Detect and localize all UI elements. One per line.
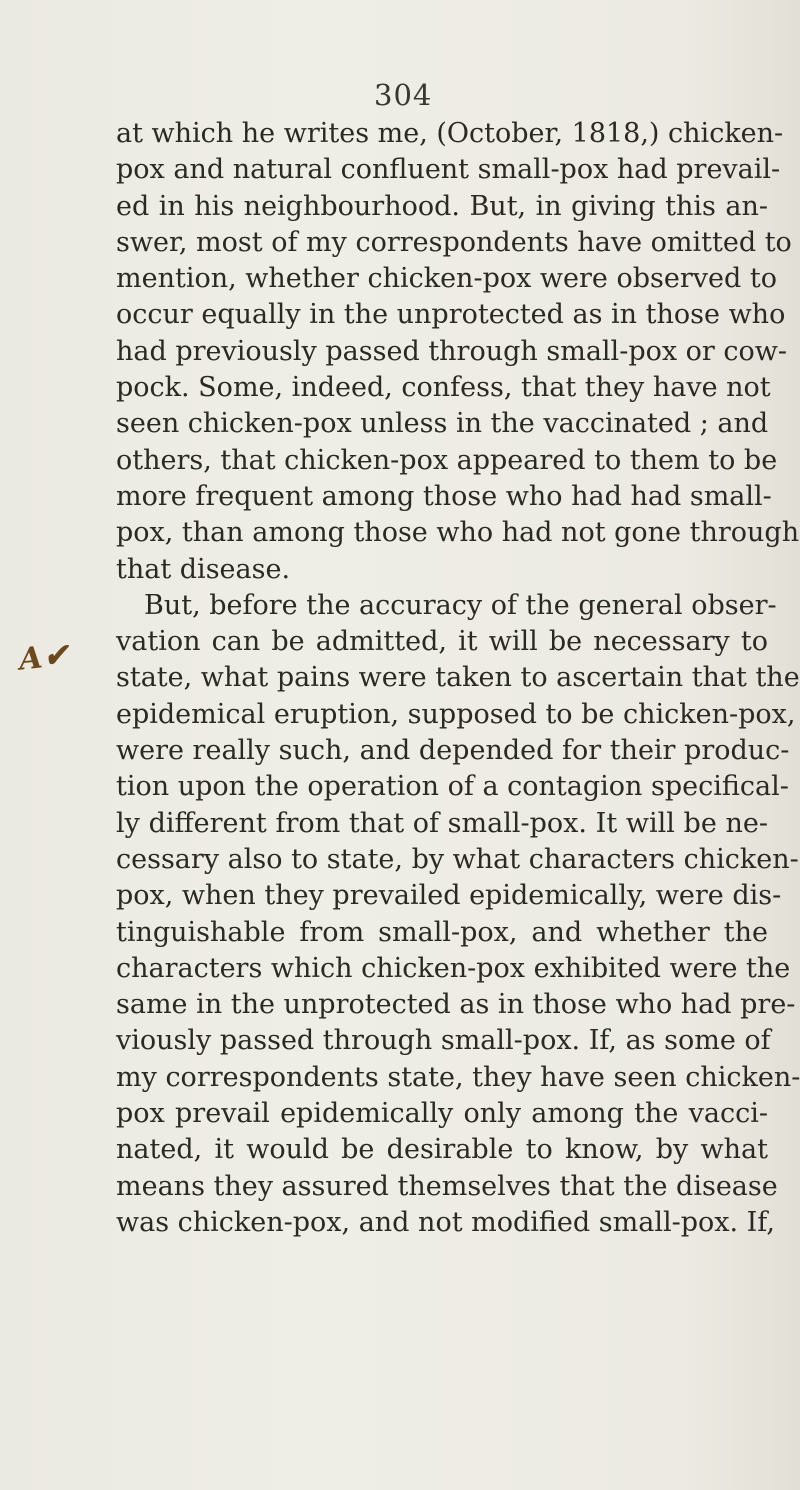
page-number: 304 xyxy=(374,78,433,112)
text-line: nated, it would be desirable to know, by what xyxy=(116,1134,768,1166)
text-line: were really such, and depended for their produc- xyxy=(116,735,790,767)
text-line: that disease. xyxy=(116,553,291,585)
text-line: was chicken-pox, and not modified small-pox. If, xyxy=(116,1206,775,1238)
text-line: ed in his neighbourhood. But, in giving this an- xyxy=(116,190,768,222)
text-line: had previously passed through small-pox or cow- xyxy=(116,335,788,367)
text-line: my correspondents state, they have seen chicken- xyxy=(116,1061,800,1093)
text-line: same in the unprotected as in those who had pre- xyxy=(116,989,796,1021)
text-line: pox and natural confluent small-pox had prevail- xyxy=(116,154,781,186)
text-line: tion upon the operation of a contagion specifical- xyxy=(116,771,789,803)
text-line: characters which chicken-pox exhibited were the xyxy=(116,952,791,984)
text-line: state, what pains were taken to ascertain that the xyxy=(116,662,800,694)
text-line: epidemical eruption, supposed to be chicken-pox, xyxy=(116,698,796,730)
text-line: occur equally in the unprotected as in those who xyxy=(116,299,786,331)
text-line: pox prevail epidemically only among the vacci- xyxy=(116,1098,768,1130)
text-line: tinguishable from small-pox, and whether the xyxy=(116,916,768,948)
text-line: cessary also to state, by what characters chicken- xyxy=(116,843,799,875)
text-line: others, that chicken-pox appeared to them to be xyxy=(116,444,778,476)
text-line: pock. Some, indeed, confess, that they have not xyxy=(116,372,771,404)
text-line: pox, when they prevailed epidemically, were dis- xyxy=(116,880,782,912)
text-line: means they assured themselves that the disease xyxy=(116,1170,778,1202)
margin-handwritten-note: A✔ xyxy=(17,637,72,678)
text-line: ly different from that of small-pox. It will be ne- xyxy=(116,807,768,839)
text-line: pox, than among those who had not gone through xyxy=(116,517,800,549)
text-line: mention, whether chicken-pox were observed to xyxy=(116,263,777,295)
text-line: more frequent among those who had had small- xyxy=(116,480,772,512)
text-line: swer, most of my correspondents have omitted to xyxy=(116,226,792,258)
text-line: viously passed through small-pox. If, as some of xyxy=(116,1025,771,1057)
text-line: seen chicken-pox unless in the vaccinated ; and xyxy=(116,408,769,440)
text-line: But, before the accuracy of the general obser- xyxy=(144,589,777,621)
text-line: vation can be admitted, it will be necessary to xyxy=(116,626,768,658)
text-line: at which he writes me, (October, 1818,) chicken- xyxy=(116,118,784,149)
body-text xyxy=(116,116,800,1241)
